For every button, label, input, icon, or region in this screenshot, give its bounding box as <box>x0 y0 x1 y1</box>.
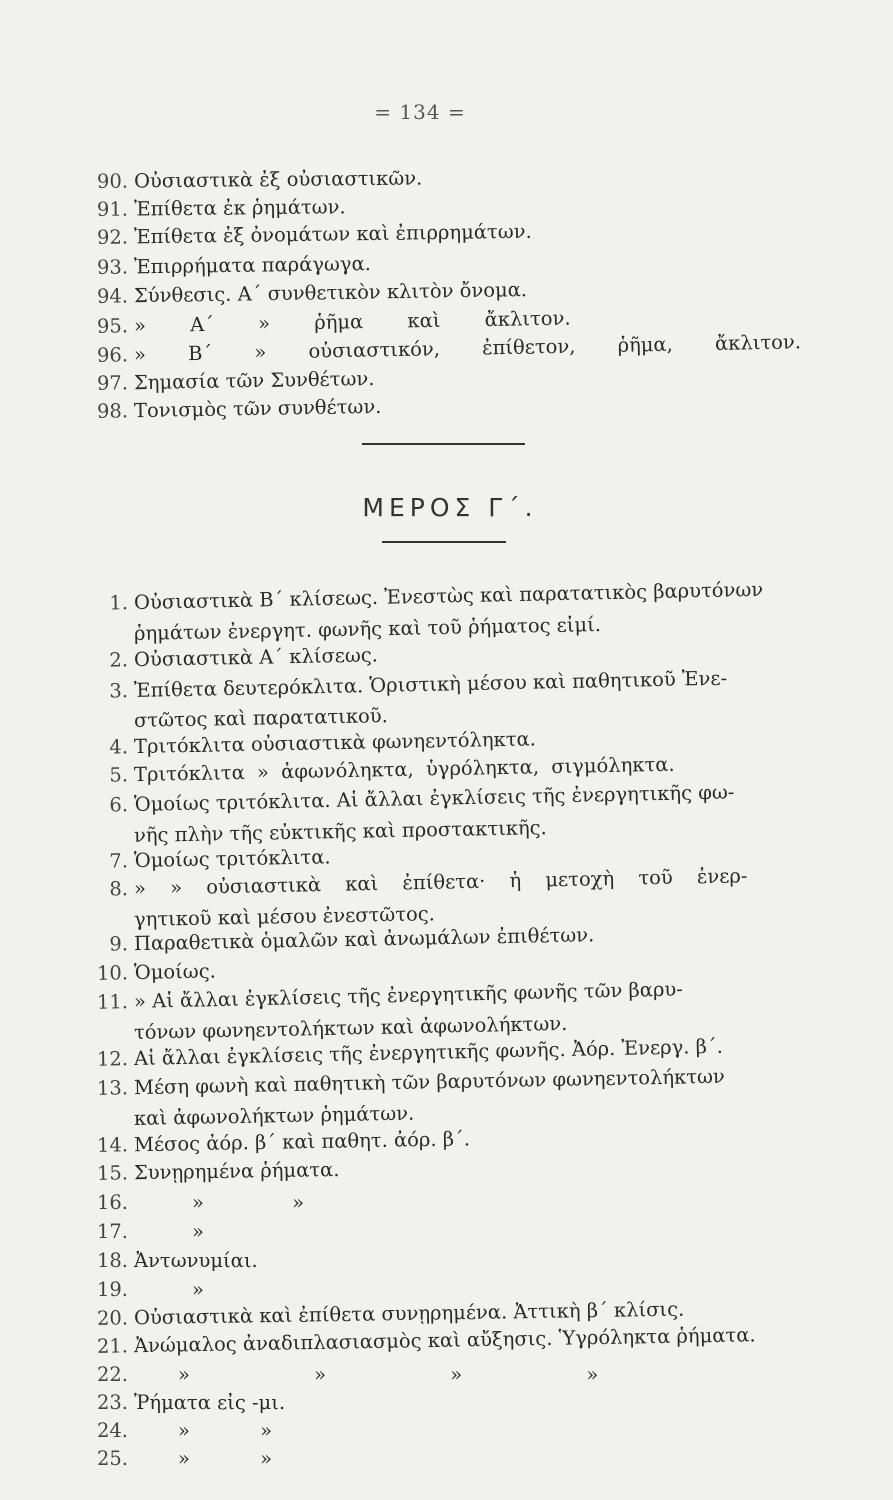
list-item: 23. Ῥήματα εἰς -μι. <box>96 1391 286 1414</box>
list-item: 96. » Β΄ » οὐσιαστικόν, ἐπίθετον, ῥῆμα, ἄκλιτον. <box>96 330 802 367</box>
list-item: 91. Ἐπίθετα ἐκ ῥημάτων. <box>96 195 346 221</box>
list-item: 16. » » <box>96 1191 305 1214</box>
divider-top <box>362 443 525 445</box>
list-item: 94. Σύνθεσις. Α΄ συνθετικὸν κλιτὸν ὄνομα. <box>96 278 528 308</box>
list-item-continuation: ῥημάτων ἐνεργητ. φωνῆς καὶ τοῦ ῥήματος εἰμί. <box>133 613 602 645</box>
list-item: 17. » <box>96 1220 204 1243</box>
list-item: 97. Σημασία τῶν Συνθέτων. <box>96 367 375 395</box>
list-item: 4. Τριτόκλιτα οὐσιαστικὰ φωνηεντόληκτα. <box>109 727 537 759</box>
list-item: 22. » » » » <box>96 1363 599 1386</box>
list-item-continuation: νῆς πλὴν τῆς εὐκτικῆς καὶ προστακτικῆς. <box>133 816 547 847</box>
list-item: 21. Ἀνώμαλος ἀναδιπλασιασμὸς καὶ αὔξησις. Ὑγρόληκτα ῥήματα. <box>96 1323 756 1358</box>
list-item: 10. Ὁμοίως. <box>96 959 217 985</box>
divider-bottom <box>382 541 506 543</box>
list-item: 25. » » <box>96 1447 273 1470</box>
list-item: 98. Τονισμὸς τῶν συνθέτων. <box>96 394 382 423</box>
list-item: 5. Τριτόκλιτα » ἀφωνόληκτα, ὑγρόληκτα, σιγμόληκτα. <box>109 752 675 787</box>
list-item-continuation: στῶτος καὶ παρατατικοῦ. <box>133 704 389 732</box>
list-item: 24. » » <box>96 1419 273 1442</box>
list-item: 2. Οὐσιαστικὰ Α΄ κλίσεως. <box>109 643 379 672</box>
list-item: 95. » Α΄ » ῥῆμα καὶ ἄκλιτον. <box>96 306 571 338</box>
list-item-continuation: γητικοῦ καὶ μέσου ἐνεστῶτος. <box>133 902 436 931</box>
list-item: 93. Ἐπιρρήματα παράγωγα. <box>96 252 372 279</box>
page-number: = 134 = <box>374 100 466 124</box>
section-heading: ΜΕΡΟΣ Γ΄. <box>362 493 538 522</box>
list-item-continuation: τόνων φωνηεντολήκτων καὶ ἀφωνολήκτων. <box>133 1011 568 1044</box>
list-item-continuation: καὶ ἀφωνολήκτων ῥημάτων. <box>133 1101 415 1130</box>
list-item: 14. Μέσος ἀόρ. β΄ καὶ παθητ. ἀόρ. β΄. <box>96 1127 471 1157</box>
list-item: 8. » » οὐσιαστικὰ καὶ ἐπίθετα· ἡ μετοχὴ τοῦ ἐνερ- <box>109 864 748 901</box>
list-item: 12. Αἱ ἄλλαι ἐγκλίσεις τῆς ἐνεργητικῆς φωνῆς. Ἀόρ. Ἐνεργ. β΄. <box>96 1034 724 1071</box>
list-item: 3. Ἐπίθετα δευτερόκλιτα. Ὁριστικὴ μέσου καὶ παθητικοῦ Ἐνε- <box>109 666 728 703</box>
list-item: 18. Ἀντωνυμίαι. <box>96 1249 258 1272</box>
list-item: 13. Μέση φωνὴ καὶ παθητικὴ τῶν βαρυτόνων φωνηεντολήκτων <box>96 1064 725 1100</box>
list-item: 92. Ἐπίθετα ἐξ ὀνομάτων καὶ ἐπιρρημάτων. <box>96 219 532 249</box>
list-item: 15. Συνῃρημένα ῥήματα. <box>96 1158 340 1185</box>
list-item: 7. Ὁμοίως τριτόκλιτα. <box>109 845 331 873</box>
list-item: 90. Οὐσιαστικὰ ἐξ οὐσιαστικῶν. <box>96 166 423 193</box>
list-item: 20. Οὐσιαστικὰ καὶ ἐπίθετα συνῃρημένα. Ἀττικὴ β΄ κλίσις. <box>96 1297 685 1330</box>
list-item: 9. Παραθετικὰ ὁμαλῶν καὶ ἀνωμάλων ἐπιθέτων. <box>109 923 595 956</box>
list-item: 1. Οὐσιαστικὰ Β΄ κλίσεως. Ἐνεστὼς καὶ παρατατικὸς βαρυτόνων <box>109 577 764 615</box>
list-item: 19. » <box>96 1278 204 1301</box>
list-item: 6. Ὁμοίως τριτόκλιτα. Αἱ ἄλλαι ἐγκλίσεις τῆς ἐνεργητικῆς φω- <box>109 780 735 817</box>
list-item: 11. » Αἱ ἄλλαι ἐγκλίσεις τῆς ἐνεργητικῆς φωνῆς τῶν βαρυ- <box>96 977 684 1014</box>
